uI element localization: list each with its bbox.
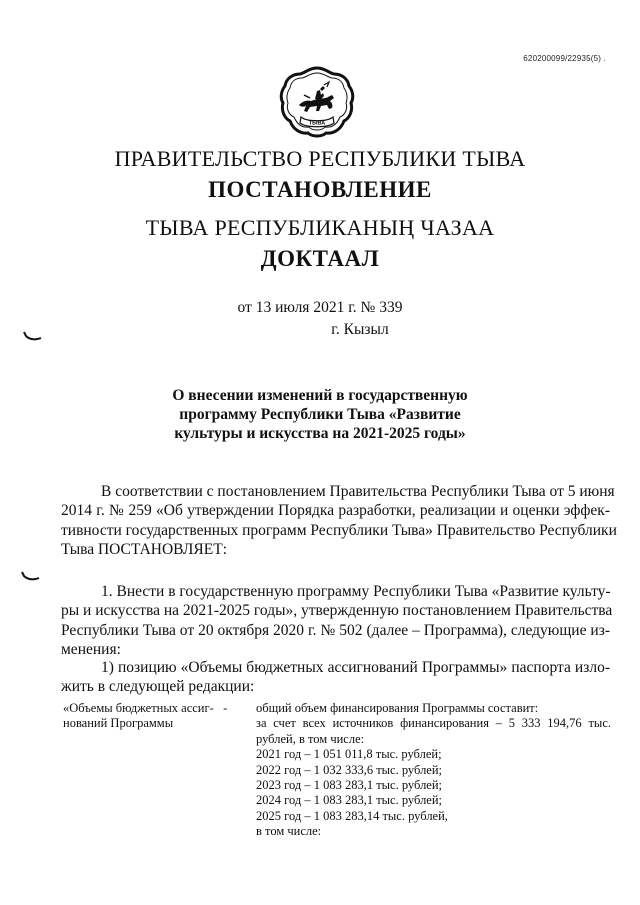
text-line: жить в следующей редакции:: [61, 678, 255, 696]
subject-line: культуры и искусства на 2021-2025 годы»: [174, 425, 466, 442]
decree-date-number: от 13 июля 2021 г. № 339: [237, 299, 403, 316]
text-line: 1. Внести в государственную программу Республики Тыва «Развитие культу-: [101, 583, 611, 600]
table-cell-line: 2025 год – 1 083 283,14 тыс. рублей,: [256, 808, 448, 823]
decree-city: г. Кызыл: [331, 321, 389, 338]
text-line: В соответствии с постановлением Правительства Республики Тыва от 5 июня: [101, 483, 615, 500]
table-cell-line: 2022 год – 1 032 333,6 тыс. рублей;: [256, 762, 443, 777]
table-cell-line: 2024 год – 1 083 283,1 тыс. рублей;: [256, 793, 443, 808]
table-cell-line: 2021 год – 1 051 011,8 тыс. рублей;: [256, 747, 442, 762]
text-line: менения:: [61, 641, 121, 659]
decree-title-tuv: ДОКТААЛ: [260, 246, 380, 271]
coat-of-arms-icon: [277, 65, 357, 141]
decree-subject: [0, 386, 640, 443]
table-cell-line: «Объемы бюджетных ассиг- -: [63, 701, 228, 715]
text-line: ры и искусства на 2021-2025 годы», утвержденную постановлением Правительства: [61, 602, 613, 620]
scan-mark-icon: [22, 330, 44, 344]
passport-table-left-cell: [63, 701, 248, 731]
emblem-ribbon-text: ТЫВА: [308, 120, 326, 127]
government-title-ru: ПРАВИТЕЛЬСТВО РЕСПУБЛИКИ ТЫВА: [114, 146, 526, 171]
scan-mark-icon: [20, 570, 42, 584]
passport-table-right-cell: [256, 701, 611, 840]
table-cell-line: 2023 год – 1 083 283,1 тыс. рублей;: [256, 778, 443, 793]
subitem-1-paragraph: [61, 658, 610, 697]
government-title-tuv: ТЫВА РЕСПУБЛИКАНЫҢ ЧАЗАА: [145, 215, 495, 240]
preamble-paragraph: [61, 482, 617, 560]
text-line: тивности государственных программ Республики Тыва» Правительство Республики: [61, 521, 617, 539]
document-id: 620200099/22935(5) .: [523, 54, 606, 63]
subject-line: программу Республики Тыва «Развитие: [179, 406, 461, 423]
table-cell-line: рублей, в том числе:: [256, 731, 365, 746]
subject-line: О внесении изменений в государственную: [172, 387, 468, 404]
table-cell-line: за счет всех источников финансирования – 5 333 194,76 тыс.: [256, 716, 611, 731]
text-line: Республики Тыва от 20 октября 2020 г. № 502 (далее – Программа), следующие из-: [61, 621, 610, 639]
table-cell-line: общий объем финансирования Программы составит:: [256, 701, 539, 715]
text-line: 1) позицию «Объемы бюджетных ассигнований Программы» паспорта изло-: [101, 659, 610, 676]
text-line: Тыва ПОСТАНОВЛЯЕТ:: [61, 541, 228, 559]
decree-title-ru: ПОСТАНОВЛЕНИЕ: [208, 177, 432, 202]
text-line: 2014 г. № 259 «Об утверждении Порядка разработки, реализации и оценки эффек-: [61, 502, 610, 520]
table-cell-line: в том числе:: [256, 824, 322, 839]
table-cell-line: нований Программы: [63, 716, 174, 730]
item-1-paragraph: [61, 582, 613, 660]
